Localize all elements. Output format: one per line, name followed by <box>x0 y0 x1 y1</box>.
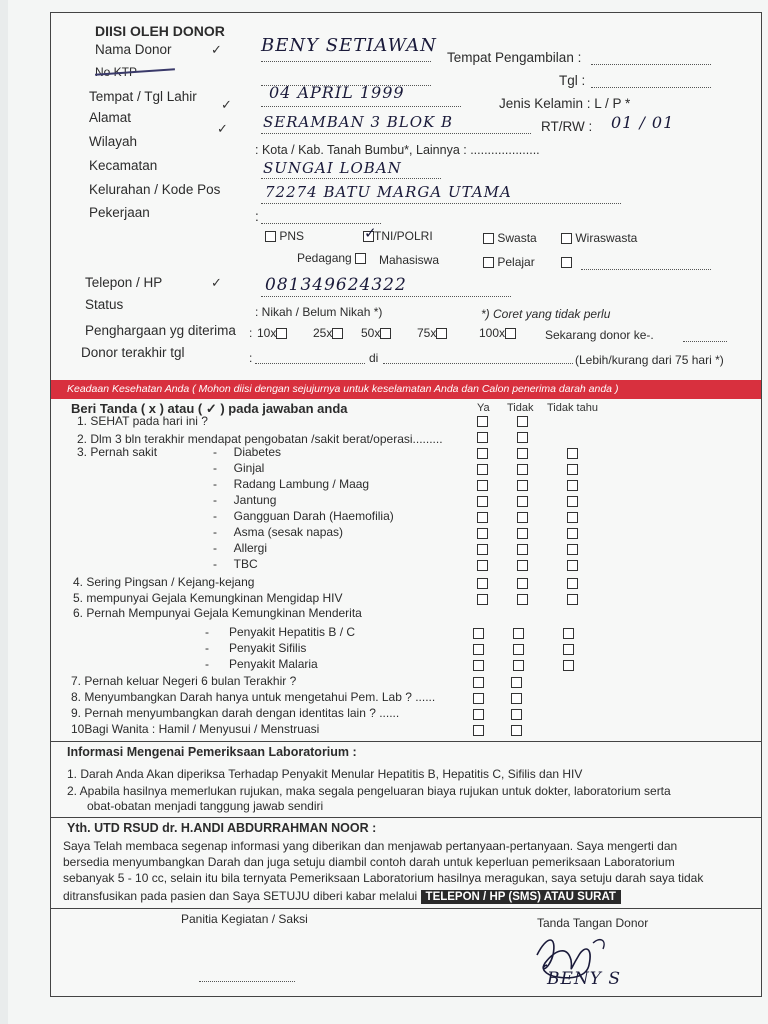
answer-checkbox[interactable] <box>473 693 484 704</box>
answer-checkbox[interactable] <box>477 594 488 605</box>
disease-ginjal: - Ginjal <box>213 461 265 475</box>
disease-tbc: - TBC <box>213 557 258 571</box>
answer-checkbox[interactable] <box>473 628 484 639</box>
question-5: 5. mempunyai Gejala Kemungkinan Mengidap HIV <box>73 591 343 605</box>
answer-checkbox[interactable] <box>477 528 488 539</box>
last-donor-date-dots <box>255 363 365 364</box>
disease-asma: - Asma (sesak napas) <box>213 525 344 539</box>
answer-checkbox[interactable] <box>517 560 528 571</box>
date-label: Tgl : <box>559 73 586 88</box>
award-25x[interactable]: 25x <box>313 326 343 340</box>
name-value: BENY SETIAWAN <box>261 35 437 56</box>
answer-checkbox[interactable] <box>563 660 574 671</box>
award-label: Penghargaan yg diterima <box>85 323 236 338</box>
answer-checkbox[interactable] <box>477 464 488 475</box>
checkmark-icon: ✓ <box>211 275 222 290</box>
award-checkbox[interactable] <box>380 328 391 339</box>
answer-checkbox[interactable] <box>563 644 574 655</box>
job-option-wiraswasta[interactable]: Wiraswasta <box>561 231 637 245</box>
donor-heading: DIISI OLEH DONOR <box>95 23 225 39</box>
answer-checkbox[interactable] <box>567 528 578 539</box>
answer-checkbox[interactable] <box>567 480 578 491</box>
last-donor-place-dots <box>383 363 573 364</box>
district-value: SUNGAI LOBAN <box>263 159 402 177</box>
phone-dots <box>261 296 511 297</box>
disease-haemofilia: - Gangguan Darah (Haemofilia) <box>213 509 394 523</box>
job-checkbox[interactable] <box>483 257 494 268</box>
answer-checkbox[interactable] <box>473 709 484 720</box>
job-checkbox[interactable] <box>561 257 572 268</box>
answer-checkbox[interactable] <box>517 512 528 523</box>
award-50x[interactable]: 50x <box>361 326 391 340</box>
section-divider <box>51 817 761 818</box>
address-label: Alamat <box>89 110 132 125</box>
ktp-label: No KTP <box>95 65 138 79</box>
answer-checkbox[interactable] <box>517 416 528 427</box>
name-label: Nama Donor <box>95 42 172 57</box>
answer-checkbox[interactable] <box>567 544 578 555</box>
infection-sifilis: - Penyakit Sifilis <box>205 641 307 655</box>
answer-checkbox[interactable] <box>513 644 524 655</box>
status-text: : Nikah / Belum Nikah *) <box>255 305 383 319</box>
checkmark-icon: ✓ <box>217 121 228 136</box>
lab-item-1: 1. Darah Anda Akan diperiksa Terhadap Penyakit Menular Hepatitis B, Hepatitis C, Sifilis dan HIV <box>67 767 583 781</box>
job-checkbox-checked[interactable]: ✓ <box>364 225 377 243</box>
answer-checkbox[interactable] <box>517 544 528 555</box>
region-text: : Kota / Kab. Tanah Bumbu*, Lainnya : .................... <box>255 143 540 157</box>
answer-checkbox[interactable] <box>567 464 578 475</box>
award-checkbox[interactable] <box>436 328 447 339</box>
address-value: SERAMBAN 3 BLOK B <box>263 113 454 131</box>
answer-checkbox[interactable] <box>477 560 488 571</box>
rtrw-value: 01 / 01 <box>611 113 675 132</box>
job-option-pelajar[interactable]: Pelajar <box>483 255 535 269</box>
lab-item-2: 2. Apabila hasilnya memerlukan rujukan, maka segala pengeluaran biaya rujukan untuk dokter, laboratorium serta <box>67 784 671 798</box>
last-donor-note: (Lebih/kurang dari 75 hari *) <box>575 353 724 367</box>
answer-checkbox[interactable] <box>567 560 578 571</box>
question-6: 6. Pernah Mempunyai Gejala Kemungkinan Menderita <box>73 606 362 620</box>
question-4: 4. Sering Pingsan / Kejang-kejang <box>73 575 255 589</box>
col-unknown: Tidak tahu <box>547 402 598 414</box>
award-100x[interactable]: 100x <box>479 326 516 340</box>
donor-count-dots <box>683 341 727 342</box>
job-colon: : <box>255 209 259 224</box>
disease-maag: - Radang Lambung / Maag <box>213 477 370 491</box>
answer-checkbox[interactable] <box>567 578 578 589</box>
answer-checkbox[interactable] <box>477 496 488 507</box>
job-checkbox[interactable] <box>483 233 494 244</box>
answer-checkbox[interactable] <box>517 480 528 491</box>
disease-allergi: - Allergi <box>213 541 268 555</box>
job-option-tni[interactable]: ✓ TNI/POLRI <box>364 225 433 243</box>
lab-item-2b: obat-obatan menjadi tanggung jawab sendiri <box>87 799 324 813</box>
name-dots <box>261 61 431 62</box>
job-checkbox[interactable] <box>355 253 366 264</box>
answer-checkbox[interactable] <box>477 416 488 427</box>
answer-checkbox[interactable] <box>473 660 484 671</box>
birth-label: Tempat / Tgl Lahir <box>89 89 197 104</box>
lab-title: Informasi Mengenai Pemeriksaan Laboratorium : <box>67 745 357 759</box>
region-label: Wilayah <box>89 134 138 149</box>
donor-count-label: Sekarang donor ke-. <box>545 328 654 342</box>
answer-checkbox[interactable] <box>567 512 578 523</box>
question-3: 3. Pernah sakit <box>77 445 158 459</box>
consent-line-3: sebanyak 5 - 10 cc, selain itu bila ternyata Pemeriksaan Laboratorium hasilnya meragukan, saya setuju darah saya tidak <box>63 871 704 885</box>
award-checkbox[interactable] <box>505 328 516 339</box>
committee-label: Panitia Kegiatan / Saksi <box>181 912 308 926</box>
answer-checkbox[interactable] <box>567 496 578 507</box>
job-option-other[interactable] <box>561 255 572 269</box>
infection-hepatitis: - Penyakit Hepatitis B / C <box>205 625 356 639</box>
job-dots <box>261 223 381 224</box>
col-no: Tidak <box>507 402 534 414</box>
answer-checkbox[interactable] <box>517 578 528 589</box>
disease-jantung: - Jantung <box>213 493 277 507</box>
last-donor-colon: : <box>249 351 253 365</box>
village-label: Kelurahan / Kode Pos <box>89 182 221 197</box>
question-7: 7. Pernah keluar Negeri 6 bulan Terakhir ? <box>71 674 297 688</box>
signature-label: Tanda Tangan Donor <box>537 916 649 930</box>
answer-checkbox[interactable] <box>473 677 484 688</box>
date-dots <box>591 87 711 88</box>
health-banner: Keadaan Kesehatan Anda ( Mohon diisi dengan sejujurnya untuk keselamatan Anda dan Calon penerima darah anda ) <box>51 380 761 399</box>
section-divider <box>51 741 761 742</box>
health-instruction: Beri Tanda ( x ) atau ( ✓ ) pada jawaban anda <box>71 401 348 416</box>
award-colon: : <box>249 326 253 340</box>
disease-diabetes: - Diabetes <box>213 445 282 459</box>
birth-dots <box>261 106 461 107</box>
consent-line-1: Saya Telah membaca segenap informasi yang diberikan dan menjawab pertanyaan-pertanyaan. Saya mengerti dan <box>63 839 678 853</box>
last-donor-di: di <box>369 351 379 365</box>
pickup-place-label: Tempat Pengambilan : <box>447 50 582 65</box>
question-9: 9. Pernah menyumbangkan darah dengan identitas lain ? ...... <box>71 706 400 720</box>
job-checkbox[interactable] <box>265 231 276 242</box>
strike-note: *) Coret yang tidak perlu <box>481 307 611 321</box>
consent-line-4: ditransfusikan pada pasien dan Saya SETUJU diberi kabar melalui TELEPON / HP (SMS) ATAU SURAT <box>63 889 621 903</box>
question-10: 10Bagi Wanita : Hamil / Menyusui / Menstruasi <box>71 722 320 736</box>
question-1: 1. SEHAT pada hari ini ? <box>77 414 208 428</box>
answer-checkbox[interactable] <box>567 594 578 605</box>
job-option-pedagang[interactable]: Pedagang <box>297 251 366 265</box>
answer-checkbox[interactable] <box>477 512 488 523</box>
pickup-place-dots <box>591 64 711 65</box>
answer-checkbox[interactable] <box>477 448 488 459</box>
answer-checkbox[interactable] <box>477 432 488 443</box>
job-checkbox[interactable] <box>561 233 572 244</box>
answer-checkbox[interactable] <box>513 628 524 639</box>
answer-checkbox[interactable] <box>511 709 522 720</box>
job-option-swasta[interactable]: Swasta <box>483 231 537 245</box>
birth-value: 04 APRIL 1999 <box>269 83 405 102</box>
award-checkbox[interactable] <box>332 328 343 339</box>
question-8: 8. Menyumbangkan Darah hanya untuk mengetahui Pem. Lab ? ...... <box>71 690 436 704</box>
answer-checkbox[interactable] <box>513 660 524 671</box>
answer-checkbox[interactable] <box>517 528 528 539</box>
answer-checkbox[interactable] <box>517 594 528 605</box>
status-label: Status <box>85 297 124 312</box>
answer-checkbox[interactable] <box>563 628 574 639</box>
checkmark-icon: ✓ <box>211 42 222 57</box>
district-label: Kecamatan <box>89 158 158 173</box>
answer-checkbox[interactable] <box>477 578 488 589</box>
answer-checkbox[interactable] <box>517 464 528 475</box>
answer-checkbox[interactable] <box>511 693 522 704</box>
job-other-dots <box>581 269 711 270</box>
job-option-mahasiswa[interactable]: Mahasiswa <box>379 253 440 267</box>
consent-to: Yth. UTD RSUD dr. H.ANDI ABDURRAHMAN NOOR : <box>67 821 377 835</box>
answer-checkbox[interactable] <box>517 496 528 507</box>
district-dots <box>261 178 441 179</box>
checkmark-icon: ✓ <box>221 97 232 112</box>
answer-checkbox[interactable] <box>567 448 578 459</box>
job-option-pns[interactable]: PNS <box>265 229 304 243</box>
infection-malaria: - Penyakit Malaria <box>205 657 318 671</box>
answer-checkbox[interactable] <box>517 432 528 443</box>
address-dots <box>261 133 531 134</box>
paper-sheet <box>8 0 768 1024</box>
question-2: 2. Dlm 3 bln terakhir mendapat pengobatan /sakit berat/operasi......... <box>77 432 443 446</box>
gender-label: Jenis Kelamin : L / P * <box>499 96 631 111</box>
answer-checkbox[interactable] <box>511 677 522 688</box>
answer-checkbox[interactable] <box>473 644 484 655</box>
award-75x[interactable]: 75x <box>417 326 447 340</box>
phone-label: Telepon / HP <box>85 275 163 290</box>
award-checkbox[interactable] <box>276 328 287 339</box>
rtrw-label: RT/RW : <box>541 119 593 134</box>
consent-line-2: bersedia menyumbangkan Darah dan juga setuju diambil contoh darah untuk keperluan pemeriksaan Laboratorium <box>63 855 675 869</box>
col-yes: Ya <box>477 402 490 414</box>
village-value: 72274 BATU MARGA UTAMA <box>265 183 512 201</box>
award-10x[interactable]: 10x <box>257 326 287 340</box>
answer-checkbox[interactable] <box>517 448 528 459</box>
last-donor-label: Donor terakhir tgl <box>81 345 185 360</box>
signature-name: BENY S <box>547 969 622 989</box>
section-divider <box>51 908 761 909</box>
donor-form <box>50 12 762 997</box>
answer-checkbox[interactable] <box>477 544 488 555</box>
job-label: Pekerjaan <box>89 205 150 220</box>
answer-checkbox[interactable] <box>477 480 488 491</box>
committee-signature-dots <box>199 981 295 982</box>
contact-badge: TELEPON / HP (SMS) ATAU SURAT <box>421 890 621 904</box>
phone-value: 081349624322 <box>265 275 407 295</box>
answer-checkbox[interactable] <box>511 725 522 736</box>
village-dots <box>261 203 621 204</box>
answer-checkbox[interactable] <box>473 725 484 736</box>
